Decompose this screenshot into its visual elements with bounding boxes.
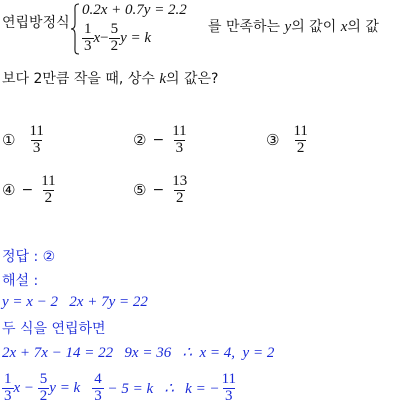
solution-line-1: y = x − 2 2x + 7y = 22 (2, 294, 148, 310)
choice-4[interactable]: ④ − $\frac{11}{2}$ (2, 173, 56, 206)
problem-lead: 연립방정식 (2, 15, 70, 31)
problem-line1-tail: 를 만족하는 y의 값이 x의 값 (208, 19, 379, 35)
solution-line-4: $\frac{1}{3}$ x − $\frac{5}{2}$ y = k $\frac{4}{3}$ − 5 = k ∴ k = − $\frac{11}{3}$ (4, 371, 237, 404)
sol-frac-3: $\frac{4}{3}$ (94, 371, 102, 404)
sol-frac-1: $\frac{1}{3}$ (4, 371, 12, 404)
choice-2[interactable]: ② − $\frac{11}{3}$ (133, 123, 187, 156)
eq2-frac-1: $\frac{1}{3}$ (84, 21, 92, 54)
choice-5-fraction: $\frac{13}{2}$ (172, 173, 188, 206)
system-brace (70, 3, 80, 55)
eq2-frac-2: $\frac{5}{2}$ (110, 21, 119, 54)
choice-4-fraction: $\frac{11}{2}$ (41, 173, 56, 206)
choice-2-fraction: $\frac{11}{3}$ (172, 123, 187, 156)
choice-3-fraction: $\frac{11}{2}$ (293, 123, 308, 156)
sol-frac-2: $\frac{5}{2}$ (39, 371, 48, 404)
choice-1-fraction: $\frac{11}{3}$ (29, 123, 44, 156)
explanation-label: 해설 : (2, 273, 39, 289)
equation-1: 0.2x + 0.7y = 2.2 (82, 2, 187, 18)
solution-line-3: 2x + 7x − 14 = 22 9x = 36 ∴ x = 4, y = 2 (2, 345, 275, 361)
choice-1[interactable]: ① $\frac{11}{3}$ (2, 123, 44, 156)
solution-line-2: 두 식을 연립하면 (2, 321, 106, 337)
answer-line: 정답 : ② (2, 249, 56, 265)
choice-5[interactable]: ⑤ − $\frac{13}{2}$ (133, 173, 188, 206)
sol-frac-4: $\frac{11}{3}$ (221, 371, 237, 404)
equation-2: $\frac{1}{3}$ x − $\frac{5}{2}$ y = k (84, 21, 152, 54)
problem-line2: 보다 2만큼 작을 때, 상수 k의 값은? (2, 71, 219, 87)
choice-3[interactable]: ③ $\frac{11}{2}$ (266, 123, 308, 156)
